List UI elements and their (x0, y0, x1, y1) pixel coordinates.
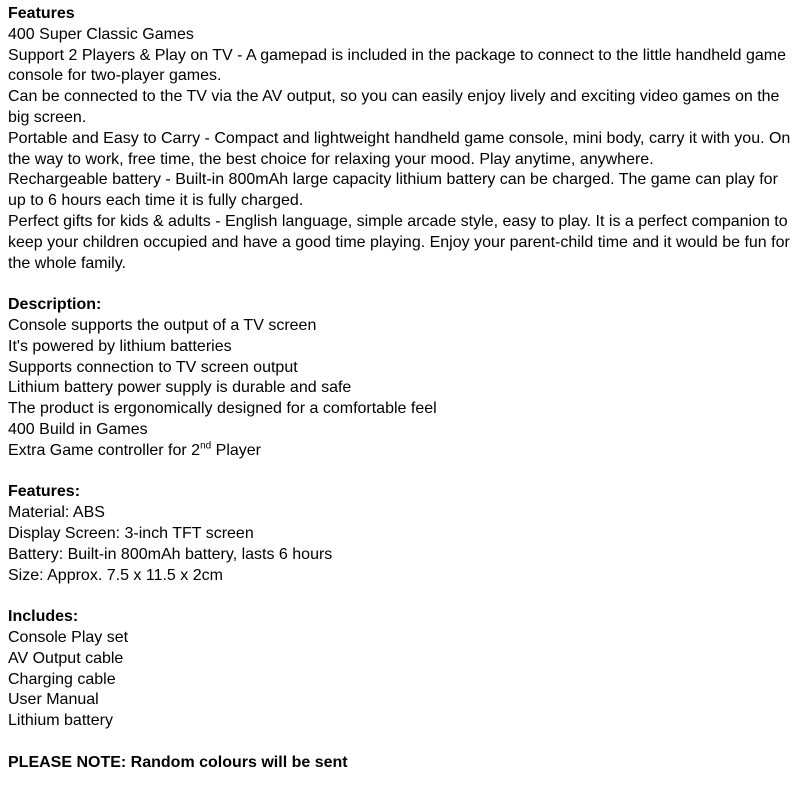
features-heading: Features (8, 5, 75, 22)
features-spec-section (8, 482, 792, 586)
section-spacer (8, 732, 792, 753)
description-section (8, 295, 792, 461)
includes-item: Console Play set (8, 628, 129, 646)
features-paragraph: Can be connected to the TV via the AV output, so you can easily enjoy lively and exciting video games on the big screen. (8, 88, 780, 126)
spec-item: Size: Approx. 7.5 x 11.5 x 2cm (8, 566, 223, 584)
ordinal-superscript: nd (200, 440, 212, 452)
description-item: Console supports the output of a TV screen (8, 316, 317, 334)
note-section (8, 753, 792, 774)
features-paragraph: Rechargeable battery - Built-in 800mAh large capacity lithium battery can be charged. The game can play for up to 6 hours each time it is fully charged. (8, 171, 778, 210)
spec-item: Display Screen: 3-inch TFT screen (8, 524, 254, 542)
spec-item: Material: ABS (8, 504, 105, 522)
please-note (8, 753, 792, 774)
description-item: 400 Build in Games (8, 420, 148, 438)
note-label: PLEASE NOTE: (8, 753, 127, 771)
includes-item: AV Output cable (8, 649, 124, 667)
controller-text-suffix: Player (211, 441, 261, 459)
description-heading: Description: (8, 296, 102, 314)
features-spec-heading: Features: (8, 483, 81, 501)
includes-section (8, 607, 792, 732)
includes-heading: Includes: (8, 608, 79, 626)
description-item: It's powered by lithium batteries (8, 337, 232, 355)
note-text: Random colours will be sent (126, 753, 348, 771)
features-paragraph: Portable and Easy to Carry - Compact and lightweight handheld game console, mini body, carry it with you. On the way to work, free time, the best choice for relaxing your mood. Play anytime, anywhere. (8, 129, 791, 168)
includes-item: User Manual (8, 691, 99, 709)
description-item-controller (8, 441, 792, 462)
features-paragraph: Support 2 Players & Play on TV - A gamepad is included in the package to connect to the little handheld game console for two-player games. (8, 46, 786, 85)
section-spacer (8, 586, 792, 607)
description-item: Supports connection to TV screen output (8, 358, 298, 376)
features-paragraph: Perfect gifts for kids & adults - English language, simple arcade style, easy to play. It is a perfect companion to keep your children occupied and have a good time playing. Enjoy your parent-child time and it would be fun for the whole family. (8, 212, 790, 272)
controller-text-prefix: Extra Game controller for 2 (8, 441, 201, 459)
section-spacer (8, 274, 792, 295)
features-paragraph: 400 Super Classic Games (8, 25, 194, 43)
section-spacer (8, 462, 792, 483)
spec-item: Battery: Built-in 800mAh battery, lasts 6 hours (8, 545, 333, 563)
description-item: The product is ergonomically designed for a comfortable feel (8, 400, 437, 418)
includes-item: Lithium battery (8, 712, 113, 730)
description-item: Lithium battery power supply is durable and safe (8, 379, 352, 397)
includes-item: Charging cable (8, 670, 116, 688)
features-intro-section (8, 4, 792, 274)
